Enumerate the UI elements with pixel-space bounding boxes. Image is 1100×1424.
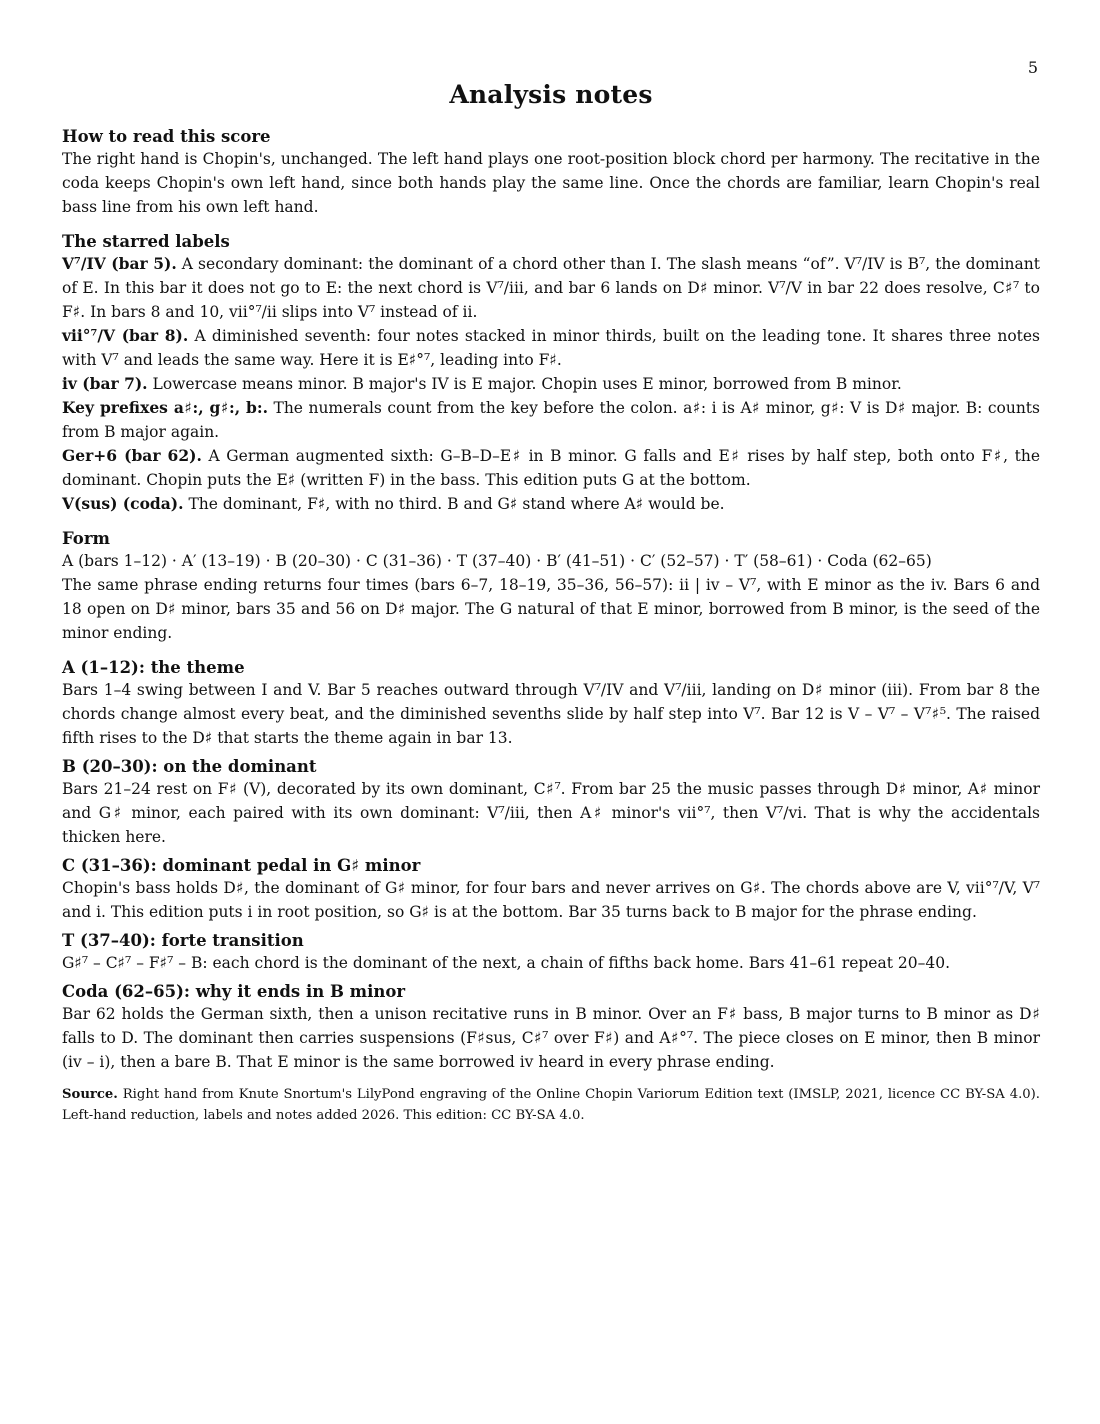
section-heading: Form <box>62 529 110 548</box>
section-heading: A (1–12): the theme <box>62 658 245 677</box>
label-iv <box>62 372 1040 396</box>
section-heading: B (20–30): on the dominant <box>62 757 317 776</box>
section-heading: Coda (62–65): why it ends in B minor <box>62 982 406 1001</box>
term-description: A diminished seventh: four notes stacked in minor thirds, built on the leading tone. It shares three notes with V⁷ and leads the same way. Here it is E♯°⁷, leading into F♯. <box>62 327 1041 369</box>
section-heading: C (31–36): dominant pedal in G♯ minor <box>62 856 421 875</box>
section-paragraph: Bars 1–4 swing between I and V. Bar 5 reaches outward through V⁷/IV and V⁷/iii, landing on D♯ minor (iii). From bar 8 the chords change almost every beat, and the diminished sevenths slide by half step into V⁷. Bar 12 is V – V⁷ – V⁷♯⁵. The raised fifth rises to the D♯ that starts the theme again in bar 13. <box>62 681 1040 747</box>
term-description: Lowercase means minor. B major's IV is E major. Chopin uses E minor, borrowed from B minor. <box>147 375 902 393</box>
section-how-to-read <box>62 126 1040 219</box>
term-name: Ger+6 (bar 62). <box>62 446 202 465</box>
section-paragraph: Chopin's bass holds D♯, the dominant of G♯ minor, for four bars and never arrives on G♯. The chords above are V, vii°⁷/V, V⁷ and i. This edition puts i in root position, so G♯ is at the bottom. Bar 35 turns back to B major for the phrase ending. <box>62 879 1040 921</box>
section-form <box>62 528 1040 645</box>
section-paragraph: The right hand is Chopin's, unchanged. The left hand plays one root-position block chord per harmony. The recitative in the coda keeps Chopin's own left hand, since both hands play the same line. Once the chords are familiar, learn Chopin's real bass line from his own left hand. <box>62 150 1040 216</box>
label-key-prefixes <box>62 396 1040 444</box>
label-vii-v <box>62 324 1040 372</box>
label-v7-iv <box>62 252 1040 324</box>
section-heading: T (37–40): forte transition <box>62 931 304 950</box>
section-heading: The starred labels <box>62 232 230 251</box>
term-description: The dominant, F♯, with no third. B and G♯ stand where A♯ would be. <box>183 495 725 513</box>
page-title: Analysis notes <box>449 80 653 109</box>
section-c-pedal <box>62 855 1040 924</box>
source-text: Right hand from Knute Snortum's LilyPond engraving of the Online Chopin Variorum Edition text (IMSLP, 2021, licence CC BY-SA 4.0). Left-hand reduction, labels and notes added 2026. This edition: CC BY-SA 4.0. <box>62 1087 1040 1123</box>
term-description: A German augmented sixth: G–B–D–E♯ in B minor. G falls and E♯ rises by half step, both onto F♯, the dominant. Chopin puts the E♯ (written F) in the bass. This edition puts G at the bottom. <box>62 447 1041 489</box>
section-t-transition <box>62 930 1040 975</box>
term-name: iv (bar 7). <box>62 374 148 393</box>
source-label: Source. <box>62 1087 118 1102</box>
term-name: V⁷/IV (bar 5). <box>62 254 177 273</box>
source-note <box>62 1084 1040 1126</box>
section-heading: How to read this score <box>62 127 271 146</box>
page-number: 5 <box>1027 58 1038 77</box>
term-description: The numerals count from the key before the colon. a♯: i is A♯ minor, g♯: V is D♯ major. B: counts from B major again. <box>62 399 1040 441</box>
section-starred-labels <box>62 231 1040 516</box>
label-ger6 <box>62 444 1040 492</box>
document-body <box>62 126 1040 1139</box>
label-vsus <box>62 492 1040 516</box>
section-coda <box>62 981 1040 1074</box>
section-paragraph: Bar 62 holds the German sixth, then a unison recitative runs in B minor. Over an F♯ bass, B major turns to B minor as D♯ falls to D. The dominant then carries suspensions (F♯sus, C♯⁷ over F♯) and A♯°⁷. The piece closes on E minor, then B minor (iv – i), then a bare B. That E minor is the same borrowed iv heard in every phrase ending. <box>62 1005 1040 1071</box>
section-paragraph: G♯⁷ – C♯⁷ – F♯⁷ – B: each chord is the dominant of the next, a chain of fifths back home. Bars 41–61 repeat 20–40. <box>62 954 951 972</box>
term-name: Key prefixes a♯:, g♯:, b:. <box>62 398 269 417</box>
section-paragraph: Bars 21–24 rest on F♯ (V), decorated by its own dominant, C♯⁷. From bar 25 the music passes through D♯ minor, A♯ minor and G♯ minor, each paired with its own dominant: V⁷/iii, then A♯ minor's vii°⁷, then V⁷/vi. That is why the accidentals thicken here. <box>62 780 1040 846</box>
section-a-theme <box>62 657 1040 750</box>
section-b-dominant <box>62 756 1040 849</box>
term-name: V(sus) (coda). <box>62 494 184 513</box>
term-description: A secondary dominant: the dominant of a chord other than I. The slash means “of”. V⁷/IV is B⁷, the dominant of E. In this bar it does not go to E: the next chord is V⁷/iii, and bar 6 lands on D♯ minor. V⁷/V in bar 22 does resolve, C♯⁷ to F♯. In bars 8 and 10, vii°⁷/ii slips into V⁷ instead of ii. <box>62 255 1040 321</box>
section-paragraph: The same phrase ending returns four times (bars 6–7, 18–19, 35–36, 56–57): ii | iv – V⁷, with E minor as the iv. Bars 6 and 18 open on D♯ minor, bars 35 and 56 on D♯ major. The G natural of that E minor, borrowed from B minor, is the seed of the minor ending. <box>62 576 1040 642</box>
term-name: vii°⁷/V (bar 8). <box>62 326 189 345</box>
form-outline: A (bars 1–12) · A′ (13–19) · B (20–30) · C (31–36) · T (37–40) · B′ (41–51) · C′ (52–57) · T′ (58–61) · Coda (62–65) <box>62 552 932 570</box>
